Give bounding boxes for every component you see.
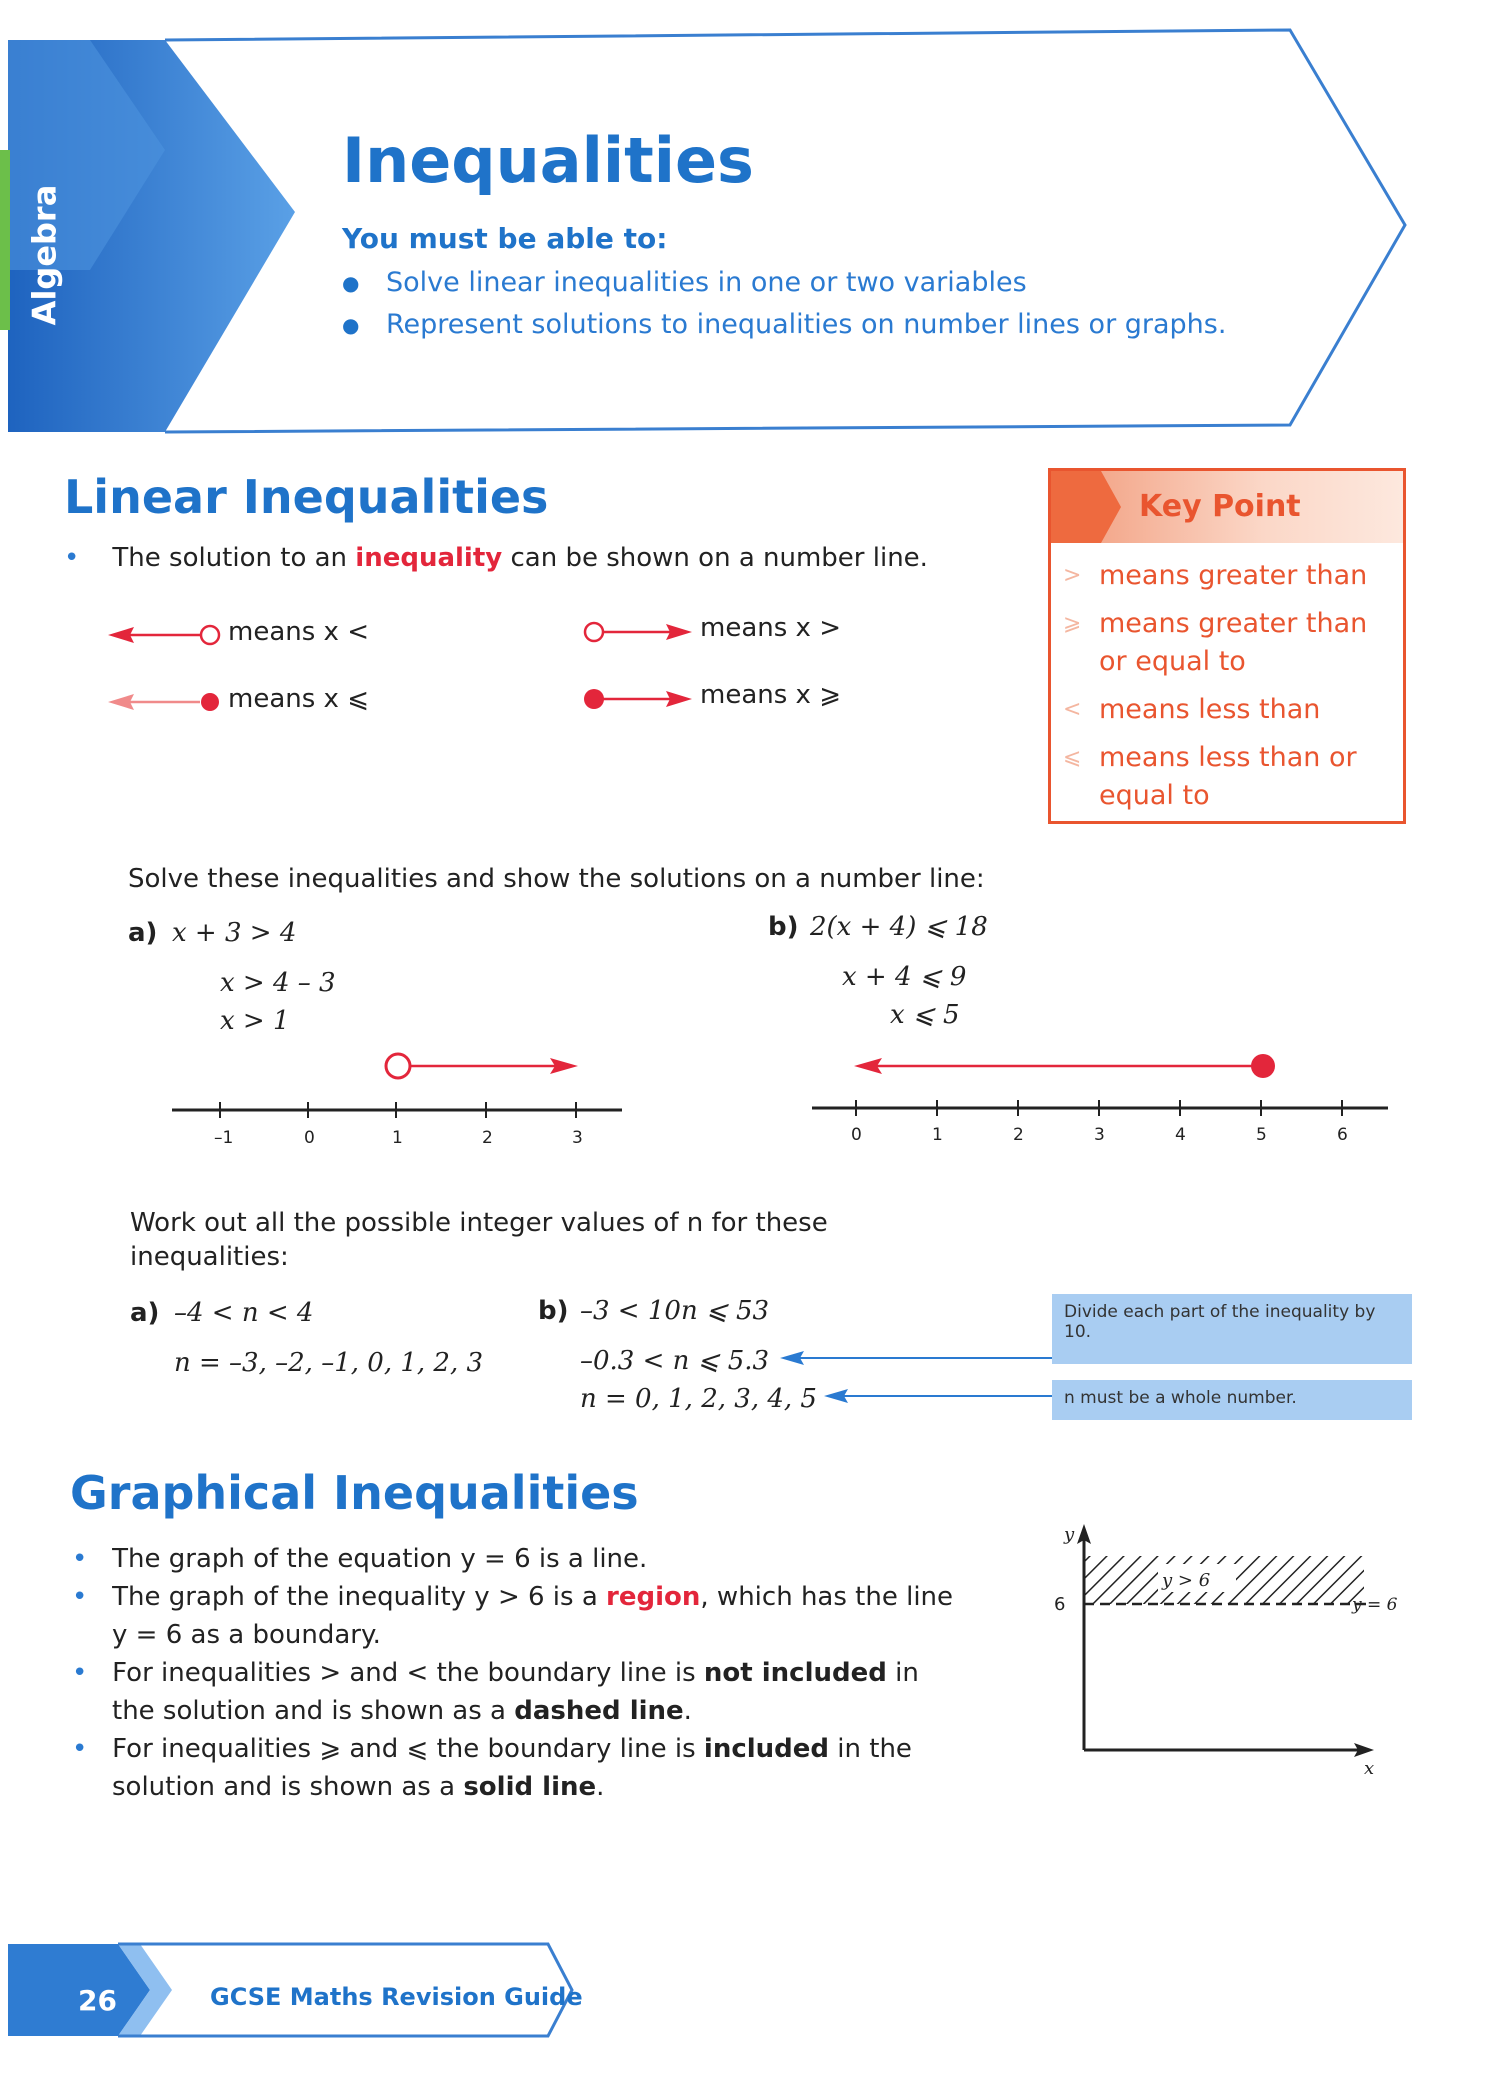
page-title: Inequalities (342, 124, 754, 197)
example1-b-label: b) (768, 912, 799, 942)
tick-label: 4 (1175, 1125, 1186, 1145)
example1-b-line: 2(x + 4) ⩽ 18 (810, 912, 988, 942)
notation-greater-equal: means x ⩾ (700, 680, 841, 710)
objective-item: ● Represent solutions to inequalities on number lines or graphs. (342, 304, 1226, 346)
y-axis-label: y (1064, 1524, 1075, 1545)
key-point-box (1048, 468, 1406, 824)
objective-item: ● Solve linear inequalities in one or two variables (342, 262, 1226, 304)
closed-left-arrow (108, 693, 219, 711)
key-point-item: means less than (1099, 694, 1321, 725)
less-icon: < (1063, 697, 1082, 722)
example1-a-label: a) (128, 918, 158, 948)
header-banner (0, 0, 1500, 460)
key-point-item: means less than or equal to (1099, 742, 1357, 811)
graphical-bullet: • The graph of the inequality y > 6 is a region, which has the line (72, 1582, 954, 1612)
example1-a-line: x > 4 – 3 (220, 968, 336, 998)
graphical-bullet: • For inequalities > and < the boundary line is not included in (72, 1658, 919, 1688)
tick-label: 1 (932, 1125, 943, 1145)
example2-b-question: –3 < 10n ⩽ 53 (580, 1296, 770, 1326)
graphical-bullet: • The graph of the equation y = 6 is a line. (72, 1544, 648, 1574)
example2-instruction: Work out all the possible integer values of n for these inequalities: (130, 1208, 828, 1272)
open-circle-icon (386, 1054, 410, 1078)
linear-heading: Linear Inequalities (64, 470, 549, 524)
y-tick-label: 6 (1054, 1594, 1066, 1615)
example2-a-question: –4 < n < 4 (174, 1298, 314, 1328)
bullet-icon: • (64, 543, 80, 573)
example1-a-line: x + 3 > 4 (172, 918, 297, 948)
tick-label: 0 (304, 1128, 315, 1148)
notation-less: means x < (228, 617, 369, 647)
key-point-title: Key Point (1139, 489, 1301, 524)
closed-right-arrow (584, 689, 692, 709)
example1-b-line: x ⩽ 5 (890, 1000, 960, 1030)
x-axis-label: x (1364, 1758, 1375, 1779)
example1-b-line: x + 4 ⩽ 9 (842, 962, 967, 992)
example2-b-label: b) (538, 1296, 569, 1326)
region-graph (1040, 1520, 1420, 1780)
region-label: y > 6 (1162, 1570, 1211, 1591)
note-divide: Divide each part of the inequality by 10. (1052, 1294, 1412, 1364)
example1-a-line: x > 1 (220, 1006, 290, 1036)
tick-label: 1 (392, 1128, 403, 1148)
key-point-item: means greater than or equal to (1099, 608, 1368, 677)
example2-a-answer: n = –3, –2, –1, 0, 1, 2, 3 (174, 1348, 484, 1378)
tick-label: 2 (1013, 1125, 1024, 1145)
tick-label: 5 (1256, 1125, 1267, 1145)
number-line-a (160, 1040, 640, 1150)
tick-label: 3 (1094, 1125, 1105, 1145)
greater-icon: > (1063, 563, 1082, 588)
filled-circle-icon (1251, 1054, 1275, 1078)
tick-label: 3 (572, 1128, 583, 1148)
graphical-bullets: • The graph of the equation y = 6 is a line. • The graph of the inequality y > 6 is a region, which has the line y = 6 as a boundary. • For inequalities > and < the boundary line is not included in the solution and is shown as a dashed line. • For inequalities ⩾ and ⩽ the boundary line is included in the solution and is shown as a solid line. (72, 1540, 953, 1806)
note-whole-number: n must be a whole number. (1052, 1380, 1412, 1420)
page-number: 26 (78, 1984, 117, 2017)
key-point-arrow-icon (1051, 471, 1131, 543)
notation-greater: means x > (700, 613, 841, 643)
tick-label: 6 (1337, 1125, 1348, 1145)
example2-a-label: a) (130, 1298, 160, 1328)
tick-label: 2 (482, 1128, 493, 1148)
greater-equal-icon: ⩾ (1063, 611, 1082, 636)
example2-b-step: –0.3 < n ⩽ 5.3 (580, 1346, 770, 1376)
graphical-bullet: • For inequalities ⩾ and ⩽ the boundary line is included in the (72, 1734, 912, 1764)
objectives-list (342, 262, 1226, 346)
note-arrows (770, 1340, 1070, 1410)
objectives-heading: You must be able to: (342, 222, 668, 255)
tick-label: 0 (851, 1125, 862, 1145)
linear-intro: • The solution to an inequality can be shown on a number line. (64, 543, 928, 573)
example1-instruction: Solve these inequalities and show the solutions on a number line: (128, 864, 985, 894)
book-title: GCSE Maths Revision Guide (210, 1983, 583, 2011)
notation-less-equal: means x ⩽ (228, 684, 369, 714)
line-label: y = 6 (1352, 1595, 1398, 1615)
example2-b-answer: n = 0, 1, 2, 3, 4, 5 (580, 1384, 817, 1414)
tick-label: –1 (214, 1128, 234, 1148)
open-left-arrow (108, 626, 219, 644)
less-equal-icon: ⩽ (1063, 745, 1082, 770)
graphical-heading: Graphical Inequalities (70, 1466, 639, 1520)
side-tab-algebra: Algebra (25, 184, 63, 326)
key-point-item: means greater than (1099, 560, 1368, 591)
number-line-b (800, 1040, 1400, 1150)
open-right-arrow (585, 623, 692, 641)
